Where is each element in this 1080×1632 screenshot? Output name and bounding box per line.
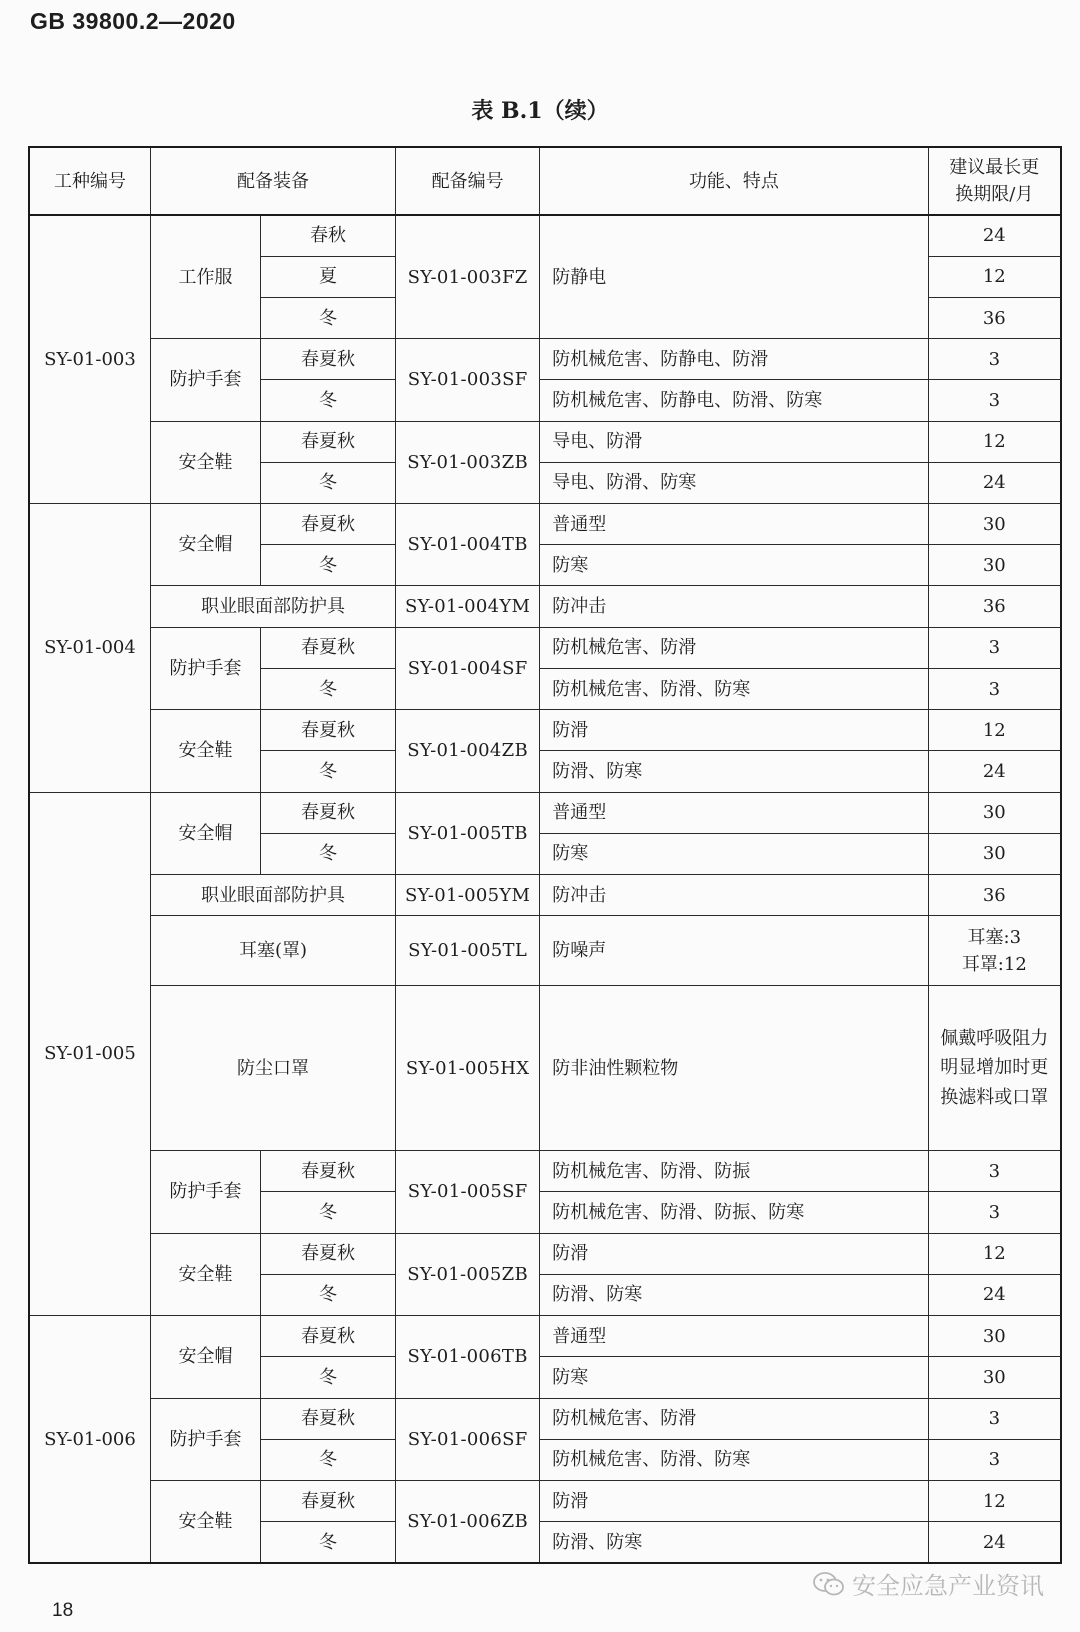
season-cell: 冬 <box>261 380 396 421</box>
period-cell: 3 <box>928 1192 1061 1233</box>
season-cell: 春夏秋 <box>261 792 396 833</box>
period-cell <box>928 916 1061 986</box>
item-code-cell: SY-01-005HX <box>395 986 539 1151</box>
item-code-cell: SY-01-004SF <box>395 627 539 709</box>
table-row <box>29 627 1061 668</box>
period-cell: 24 <box>928 1274 1061 1315</box>
equipment-cell: 职业眼面部防护具 <box>150 586 395 627</box>
item-code-cell: SY-01-005TB <box>395 792 539 874</box>
header-replace-period-line1: 建议最长更 <box>949 157 1040 178</box>
item-code-cell: SY-01-003ZB <box>395 421 539 503</box>
period-cell: 3 <box>928 668 1061 709</box>
function-cell: 防静电 <box>540 215 928 339</box>
function-cell: 防机械危害、防静电、防滑 <box>540 339 928 380</box>
period-line: 明显增加时更 <box>940 1057 1049 1079</box>
function-cell: 防寒 <box>540 545 928 586</box>
season-cell: 春夏秋 <box>261 339 396 380</box>
table-row <box>29 710 1061 751</box>
function-cell: 导电、防滑、防寒 <box>540 462 928 503</box>
period-cell: 30 <box>928 1316 1061 1357</box>
function-cell: 防滑、防寒 <box>540 751 928 792</box>
item-code-cell: SY-01-005YM <box>395 875 539 916</box>
page-number: 18 <box>52 1600 74 1621</box>
equipment-cell: 防护手套 <box>150 1398 260 1480</box>
header-job-code: 工种编号 <box>29 147 150 215</box>
item-code-cell: SY-01-005SF <box>395 1151 539 1233</box>
season-cell: 春夏秋 <box>261 421 396 462</box>
equipment-cell: 安全帽 <box>150 1316 260 1398</box>
item-code-cell: SY-01-004ZB <box>395 710 539 792</box>
season-cell: 春秋 <box>261 215 396 256</box>
header-replace-period-line2: 换期限/月 <box>955 184 1034 205</box>
period-cell: 3 <box>928 380 1061 421</box>
table-header-row <box>29 147 1061 215</box>
equipment-cell: 耳塞(罩) <box>150 916 395 986</box>
table-row <box>29 1151 1061 1192</box>
watermark <box>812 1566 1044 1601</box>
function-cell: 防冲击 <box>540 586 928 627</box>
period-cell: 24 <box>928 462 1061 503</box>
table-row <box>29 421 1061 462</box>
function-cell: 防寒 <box>540 833 928 874</box>
season-cell: 冬 <box>261 1274 396 1315</box>
season-cell: 春夏秋 <box>261 1233 396 1274</box>
period-cell: 24 <box>928 751 1061 792</box>
table-row <box>29 339 1061 380</box>
equipment-cell: 安全帽 <box>150 792 260 874</box>
item-code-cell: SY-01-006TB <box>395 1316 539 1398</box>
period-cell: 3 <box>928 627 1061 668</box>
season-cell: 春夏秋 <box>261 1316 396 1357</box>
job-code-cell: SY-01-003 <box>29 215 150 504</box>
equipment-cell: 职业眼面部防护具 <box>150 875 395 916</box>
job-code-cell: SY-01-004 <box>29 504 150 793</box>
period-cell: 3 <box>928 339 1061 380</box>
equipment-cell: 防护手套 <box>150 1151 260 1233</box>
season-cell: 冬 <box>261 545 396 586</box>
function-cell: 导电、防滑 <box>540 421 928 462</box>
watermark-text: 安全应急产业资讯 <box>852 1572 1044 1600</box>
period-cell: 24 <box>928 215 1061 256</box>
function-cell: 普通型 <box>540 792 928 833</box>
function-cell: 防机械危害、防滑、防振 <box>540 1151 928 1192</box>
period-cell: 12 <box>928 1480 1061 1521</box>
function-cell: 普通型 <box>540 504 928 545</box>
period-cell: 24 <box>928 1522 1061 1563</box>
function-cell: 防噪声 <box>540 916 928 986</box>
period-cell: 12 <box>928 710 1061 751</box>
equipment-cell: 安全帽 <box>150 504 260 586</box>
season-cell: 冬 <box>261 1357 396 1398</box>
item-code-cell: SY-01-005ZB <box>395 1233 539 1315</box>
function-cell: 防机械危害、防滑、防寒 <box>540 668 928 709</box>
equipment-cell: 安全鞋 <box>150 1480 260 1563</box>
season-cell: 冬 <box>261 833 396 874</box>
period-line: 换滤料或口罩 <box>940 1087 1049 1109</box>
header-replace-period <box>928 147 1061 215</box>
table-row <box>29 586 1061 627</box>
function-cell: 防冲击 <box>540 875 928 916</box>
item-code-cell: SY-01-004TB <box>395 504 539 586</box>
function-cell: 防滑、防寒 <box>540 1522 928 1563</box>
job-code-cell: SY-01-006 <box>29 1316 150 1563</box>
table-row <box>29 215 1061 256</box>
header-item-code: 配备编号 <box>395 147 539 215</box>
item-code-cell: SY-01-003SF <box>395 339 539 421</box>
function-cell: 防机械危害、防滑 <box>540 1398 928 1439</box>
period-cell: 12 <box>928 1233 1061 1274</box>
table-row <box>29 792 1061 833</box>
period-cell: 30 <box>928 833 1061 874</box>
period-line: 佩戴呼吸阻力 <box>940 1027 1049 1049</box>
item-code-cell: SY-01-003FZ <box>395 215 539 339</box>
equipment-cell: 安全鞋 <box>150 710 260 792</box>
equipment-cell: 安全鞋 <box>150 421 260 503</box>
season-cell: 冬 <box>261 1192 396 1233</box>
table-title: 表 B.1（续） <box>471 98 609 124</box>
table-row <box>29 1398 1061 1439</box>
period-cell: 30 <box>928 1357 1061 1398</box>
period-cell: 36 <box>928 875 1061 916</box>
period-line: 耳塞:3 <box>967 926 1022 948</box>
function-cell: 防机械危害、防滑、防振、防寒 <box>540 1192 928 1233</box>
item-code-cell: SY-01-006SF <box>395 1398 539 1480</box>
table-row <box>29 986 1061 1151</box>
function-cell: 防滑 <box>540 1480 928 1521</box>
season-cell: 冬 <box>261 668 396 709</box>
table-row <box>29 916 1061 986</box>
function-cell: 防滑 <box>540 1233 928 1274</box>
function-cell: 防寒 <box>540 1357 928 1398</box>
item-code-cell: SY-01-004YM <box>395 586 539 627</box>
equipment-cell: 工作服 <box>150 215 260 339</box>
period-cell: 30 <box>928 792 1061 833</box>
period-cell: 30 <box>928 545 1061 586</box>
table-row <box>29 875 1061 916</box>
season-cell: 春夏秋 <box>261 1398 396 1439</box>
season-cell: 春夏秋 <box>261 1480 396 1521</box>
period-cell: 36 <box>928 297 1061 338</box>
equipment-table <box>28 146 1062 1564</box>
equipment-cell: 安全鞋 <box>150 1233 260 1315</box>
season-cell: 春夏秋 <box>261 1151 396 1192</box>
period-line: 耳罩:12 <box>961 953 1027 975</box>
table-row <box>29 1316 1061 1357</box>
season-cell: 冬 <box>261 1522 396 1563</box>
period-cell: 36 <box>928 586 1061 627</box>
season-cell: 冬 <box>261 1439 396 1480</box>
period-cell: 12 <box>928 421 1061 462</box>
wechat-icon <box>812 1571 846 1597</box>
table-row <box>29 1233 1061 1274</box>
table-row <box>29 1480 1061 1521</box>
header-function: 功能、特点 <box>540 147 928 215</box>
function-cell: 普通型 <box>540 1316 928 1357</box>
item-code-cell: SY-01-005TL <box>395 916 539 986</box>
period-cell: 3 <box>928 1151 1061 1192</box>
item-code-cell: SY-01-006ZB <box>395 1480 539 1563</box>
season-cell: 春夏秋 <box>261 627 396 668</box>
period-cell: 3 <box>928 1398 1061 1439</box>
equipment-cell: 防护手套 <box>150 627 260 709</box>
function-cell: 防滑 <box>540 710 928 751</box>
table-row <box>29 504 1061 545</box>
season-cell: 夏 <box>261 256 396 297</box>
function-cell: 防滑、防寒 <box>540 1274 928 1315</box>
standard-code: GB 39800.2—2020 <box>30 8 236 34</box>
equipment-cell: 防护手套 <box>150 339 260 421</box>
season-cell: 春夏秋 <box>261 504 396 545</box>
function-cell: 防机械危害、防静电、防滑、防寒 <box>540 380 928 421</box>
period-cell: 30 <box>928 504 1061 545</box>
equipment-cell: 防尘口罩 <box>150 986 395 1151</box>
season-cell: 春夏秋 <box>261 710 396 751</box>
period-cell <box>928 986 1061 1151</box>
season-cell: 冬 <box>261 297 396 338</box>
job-code-cell: SY-01-005 <box>29 792 150 1316</box>
season-cell: 冬 <box>261 751 396 792</box>
function-cell: 防机械危害、防滑、防寒 <box>540 1439 928 1480</box>
period-cell: 12 <box>928 256 1061 297</box>
function-cell: 防非油性颗粒物 <box>540 986 928 1151</box>
period-cell: 3 <box>928 1439 1061 1480</box>
function-cell: 防机械危害、防滑 <box>540 627 928 668</box>
season-cell: 冬 <box>261 462 396 503</box>
header-equipment: 配备装备 <box>150 147 395 215</box>
